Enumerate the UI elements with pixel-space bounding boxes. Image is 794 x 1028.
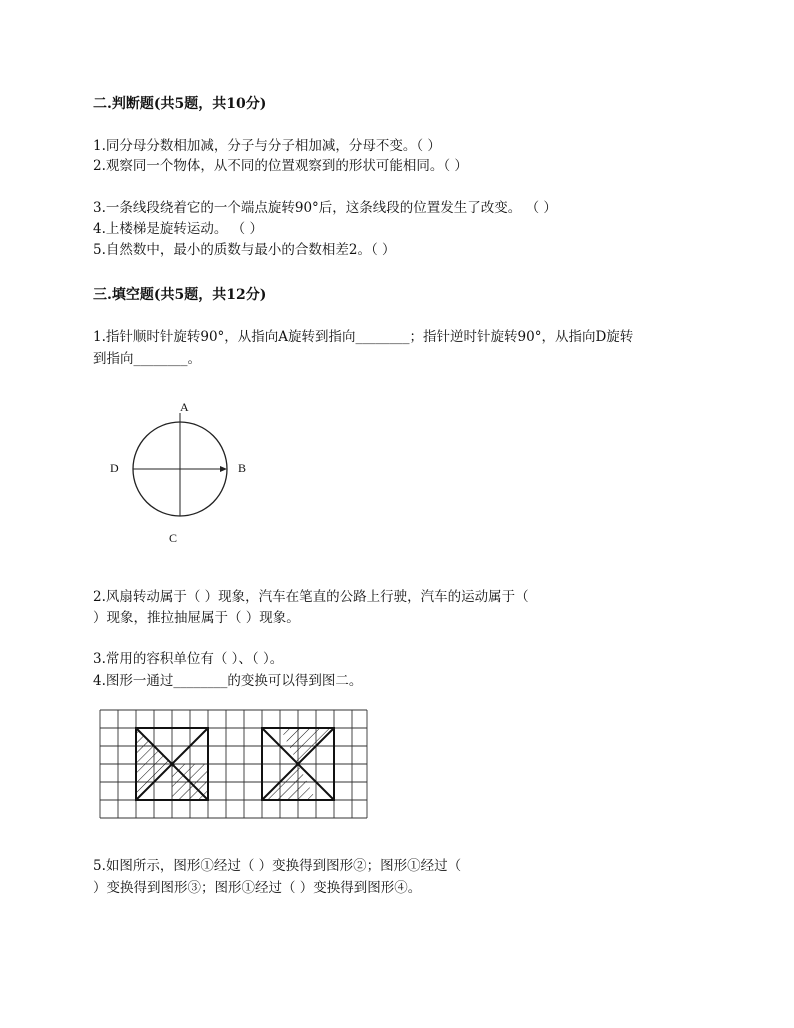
compass-label-d: D [110,461,119,475]
question-3-3: 3.常用的容积单位有（ ）、（ ）。 [93,651,284,667]
question-3-5-line2: ）变换得到图形③；图形①经过（ ）变换得到图形④。 [93,880,422,896]
question-2-5: 5.自然数中，最小的质数与最小的合数相差2。（ ） [93,242,396,258]
question-2-1: 1.同分母分数相加减，分子与分子相加减，分母不变。（ ） [93,138,441,154]
question-3-4: 4.图形一通过________的变换可以得到图二。 [93,673,363,689]
section-3-title: 三.填空题(共5题，共12分) [93,287,267,303]
question-3-5-line1: 5.如图所示，图形①经过（ ）变换得到图形②；图形①经过（ [93,858,462,874]
question-2-3: 3.一条线段绕着它的一个端点旋转90°后，这条线段的位置发生了改变。 （ ） [93,200,557,216]
compass-label-a: A [180,400,189,414]
question-3-2-line2: ）现象，推拉抽屉属于（ ）现象。 [93,610,300,626]
compass-label-b: B [238,461,247,475]
question-3-1-line1: 1.指针顺时针旋转90°，从指向A旋转到指向________；指针逆时针旋转90°，从指向D旋转 [93,329,634,345]
grid-diagram [95,705,375,823]
question-3-1-line2: 到指向________。 [93,351,201,367]
question-2-4: 4.上楼梯是旋转运动。 （ ） [93,221,263,237]
section-2-title: 二.判断题(共5题，共10分) [93,96,267,112]
question-3-2-line1: 2.风扇转动属于（ ）现象，汽车在笔直的公路上行驶，汽车的运动属于（ [93,589,529,605]
compass-pointer-arrowhead [220,466,227,472]
compass-diagram [100,395,260,555]
compass-label-c: C [169,531,178,545]
question-2-2: 2.观察同一个物体，从不同的位置观察到的形状可能相同。（ ） [93,158,468,174]
